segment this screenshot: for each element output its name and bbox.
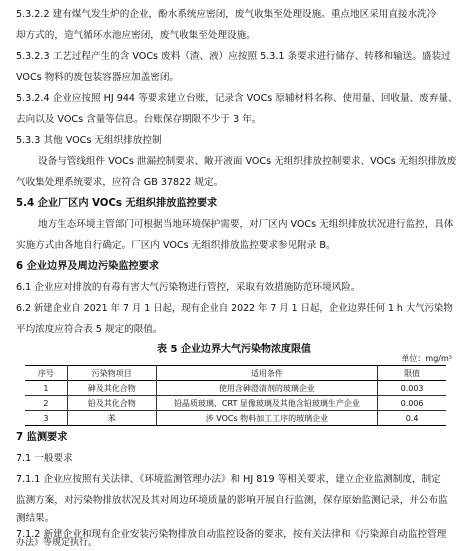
table-row bbox=[25, 411, 446, 426]
cell-index: 2 bbox=[25, 396, 67, 411]
cell-limit: 0.003 bbox=[378, 381, 446, 396]
col-header-condition: 适用条件 bbox=[156, 366, 377, 381]
cell-condition: 涉 VOCs 物料加工工序的玻璃企业 bbox=[156, 411, 377, 426]
table-row bbox=[25, 381, 446, 396]
col-header-index: 序号 bbox=[25, 366, 67, 381]
para-6-1: 6.1 企业应对排放的有毒有害大气污染物进行管控，采取有效措施防范环境风险。 bbox=[16, 282, 361, 293]
heading-6: 6 企业边界及周边污染监控要求 bbox=[16, 261, 160, 272]
para-7-1-1-line1: 7.1.1 企业应按照有关法律、《环境监测管理办法》和 HJ 819 等相关要求，建立企业监测制度，制定 bbox=[16, 474, 441, 485]
para-5-3-2-4-line2: 去向以及 VOCs 含量等信息。台账保存期限不少于 3 年。 bbox=[16, 114, 262, 125]
cell-index: 1 bbox=[25, 381, 67, 396]
cell-condition: 使用含砷澄清剂的玻璃企业 bbox=[156, 381, 377, 396]
table-unit: 单位：mg/m³ bbox=[401, 354, 452, 363]
para-6-2-line2: 平均浓度应符合表 5 规定的限值。 bbox=[16, 324, 163, 335]
heading-5-4: 5.4 企业厂区内 VOCs 无组织排放监控要求 bbox=[16, 198, 218, 209]
para-7-1-1-line3: 测结果。 bbox=[16, 513, 55, 524]
para-7-1-2-line2: 办法》等规定执行。 bbox=[16, 538, 98, 548]
cell-pollutant: 苯 bbox=[67, 411, 156, 426]
cell-index: 3 bbox=[25, 411, 67, 426]
para-7-1-2-line1: 7.1.2 新建企业和现有企业安装污染物排放自动监控设备的要求，按有关法律和《污染源自动监控管理 bbox=[16, 529, 447, 540]
para-5-3-3-line1: 设备与管线组件 VOCs 泄漏控制要求、敞开液面 VOCs 无组织排放控制要求、VOCs 无组织排放废 bbox=[38, 156, 457, 167]
heading-7-1: 7.1 一般要求 bbox=[16, 453, 73, 464]
para-5-3-2-3-line2: VOCs 物料的废包装容器应加盖密闭。 bbox=[16, 72, 180, 83]
para-6-2-line1: 6.2 新建企业自 2021 年 7 月 1 日起，现有企业自 2022 年 7 月 1 日起，企业边界任何 1 h 大气污染物 bbox=[16, 303, 453, 314]
cell-pollutant: 铅及其化合物 bbox=[67, 396, 156, 411]
para-5-4-line2: 实施方式由各地自行确定。厂区内 VOCs 无组织排放监控要求参见附录 B。 bbox=[16, 240, 336, 251]
para-7-1-1-line2: 监测方案，对污染物排放状况及其对周边环境质量的影响开展自行监测，保存原始监测记录，并公布监 bbox=[16, 495, 448, 506]
table-header-row bbox=[25, 366, 446, 381]
para-5-3-2-3-line1: 5.3.2.3 工艺过程产生的含 VOCs 废料（渣、液）应按照 5.3.1 条要求进行储存、转移和输送。盛装过 bbox=[16, 51, 451, 62]
para-5-3-2-2-line1: 5.3.2.2 建有煤气发生炉的企业，酚水系统应密闭，废气收集至处理设施。重点地区采用直接水洗冷 bbox=[16, 9, 437, 20]
col-header-limit: 限值 bbox=[378, 366, 446, 381]
para-5-3-2-4-line1: 5.3.2.4 企业应按照 HJ 944 等要求建立台账，记录含 VOCs 原辅材料名称、使用量、回收量、废弃量、 bbox=[16, 93, 458, 104]
cell-pollutant: 砷及其化合物 bbox=[67, 381, 156, 396]
cell-limit: 0.006 bbox=[378, 396, 446, 411]
para-5-4-line1: 地方生态环境主管部门可根据当地环境保护需要，对厂区内 VOCs 无组织排放状况进行监控，具体 bbox=[38, 219, 454, 230]
cell-condition: 铅晶质玻璃、CRT 显像玻璃及其他含铅玻璃生产企业 bbox=[156, 396, 377, 411]
para-5-3-2-2-line2: 却方式的，造气循环水池应密闭，废气收集至处理设施。 bbox=[16, 30, 256, 41]
heading-5-3-3: 5.3.3 其他 VOCs 无组织排放控制 bbox=[16, 135, 162, 146]
table-caption: 表 5 企业边界大气污染物浓度限值 bbox=[157, 344, 311, 355]
col-header-pollutant: 污染物项目 bbox=[67, 366, 156, 381]
heading-7: 7 监测要求 bbox=[16, 432, 68, 443]
table-row bbox=[25, 396, 446, 411]
para-5-3-3-line2: 气收集处理系统要求，应符合 GB 37822 规定。 bbox=[16, 177, 224, 188]
cell-limit: 0.4 bbox=[378, 411, 446, 426]
pollutant-limit-table bbox=[25, 365, 446, 426]
